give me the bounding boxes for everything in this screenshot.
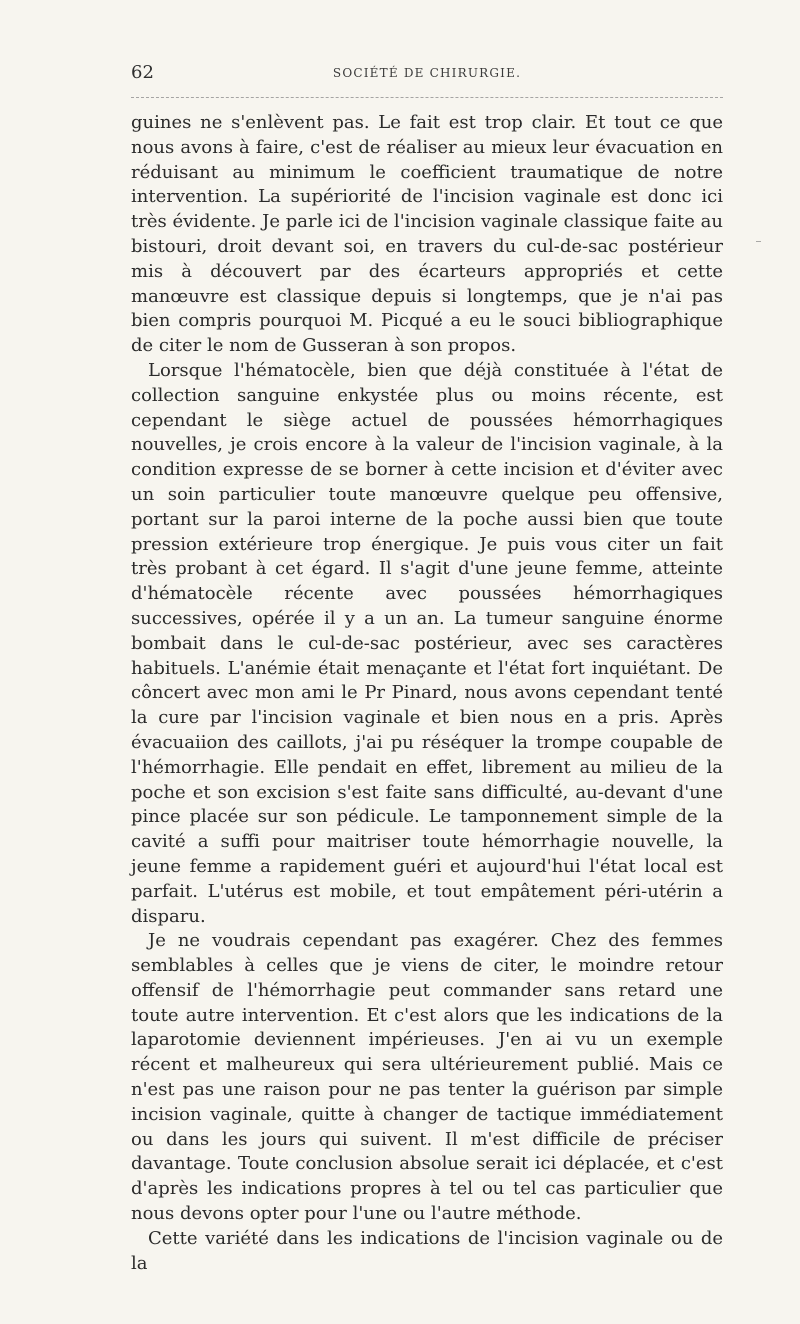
paragraph-caution: Je ne voudrais cependant pas exagérer. Chez des femmes semblables à celles que je viens de citer, le moindre retour offensif de l'hémorrhagie peut commander sans retard une toute autre intervention. Et c'est alors que les indications de la laparotomie deviennent impérieuses. J'en ai vu un exemple récent et malheureux qui sera ultérieurement publié. Mais ce n'est pas une raison pour ne pas tenter la guérison par simple incision vaginale, quitte à changer de tactique immédiatement ou dans les jours qui suivent. Il m'est difficile de préciser davantage. Toute conclusion absolue serait ici déplacée, et c'est d'après les indications propres à tel ou tel cas particulier que nous devons opter pour l'une ou l'autre méthode. [131,930,723,1225]
page-number: 62 [131,62,154,83]
margin-mark [756,241,761,242]
header-rule [131,97,723,98]
paragraph-hematocele: Lorsque l'hématocèle, bien que déjà constituée à l'état de collection sanguine enkystée plus ou moins récente, est cependant le siège actuel de poussées hémorrhagiques nouvelles, je crois encore à la valeur de l'incision vaginale, à la condition expresse de se borner à cette incision et d'éviter avec un soin particulier toute manœuvre quelque peu offensive, portant sur la paroi interne de la poche aussi bien que toute pression extérieure trop énergique. Je puis vous citer un fait très probant à cet égard. Il s'agit d'une jeune femme, atteinte d'hématocèle récente avec poussées hémorrhagiques successives, opérée il y a un an. La tumeur sanguine énorme bombait dans le cul-de-sac postérieur, avec ses caractères habituels. L'anémie était menaçante et l'état fort inquiétant. De côncert avec mon ami le Pr Pinard, nous avons cependant tenté la cure par l'incision vaginale et bien nous en a pris. Après évacuaiion des caillots, j'ai pu réséquer la trompe coupable de l'hémorrhagie. Elle pendait en effet, librement au milieu de la poche et son excision s'est faite sans difficulté, au-devant d'une pince placée sur son pédicule. Le tamponnement simple de la cavité a suffi pour maitriser toute hémorrhagie nouvelle, la jeune femme a rapidement guéri et aujourd'hui l'état local est parfait. L'utérus est mobile, et tout empâtement péri-utérin a disparu. [131,359,723,927]
paragraph-continued: guines ne s'enlèvent pas. Le fait est trop clair. Et tout ce que nous avons à faire, c'est de réaliser au mieux leur évacuation en réduisant au minimum le coefficient traumatique de notre intervention. La supériorité de l'incision vaginale est donc ici très évidente. Je parle ici de l'incision vaginale classique faite au bistouri, droit devant soi, en travers du cul-de-sac postérieur mis à découvert par des écarteurs appropriés et cette manœuvre est classique depuis si longtemps, que je n'ai pas bien compris pourquoi M. Picqué a eu le souci bibliographique de citer le nom de Gusseran à son propos. [131,112,723,357]
page-header [131,62,723,84]
body-text [131,111,723,1276]
running-title: SOCIÉTÉ DE CHIRURGIE. [332,66,522,80]
paragraph-variety: Cette variété dans les indications de l'incision vaginale ou de la [131,1227,723,1274]
